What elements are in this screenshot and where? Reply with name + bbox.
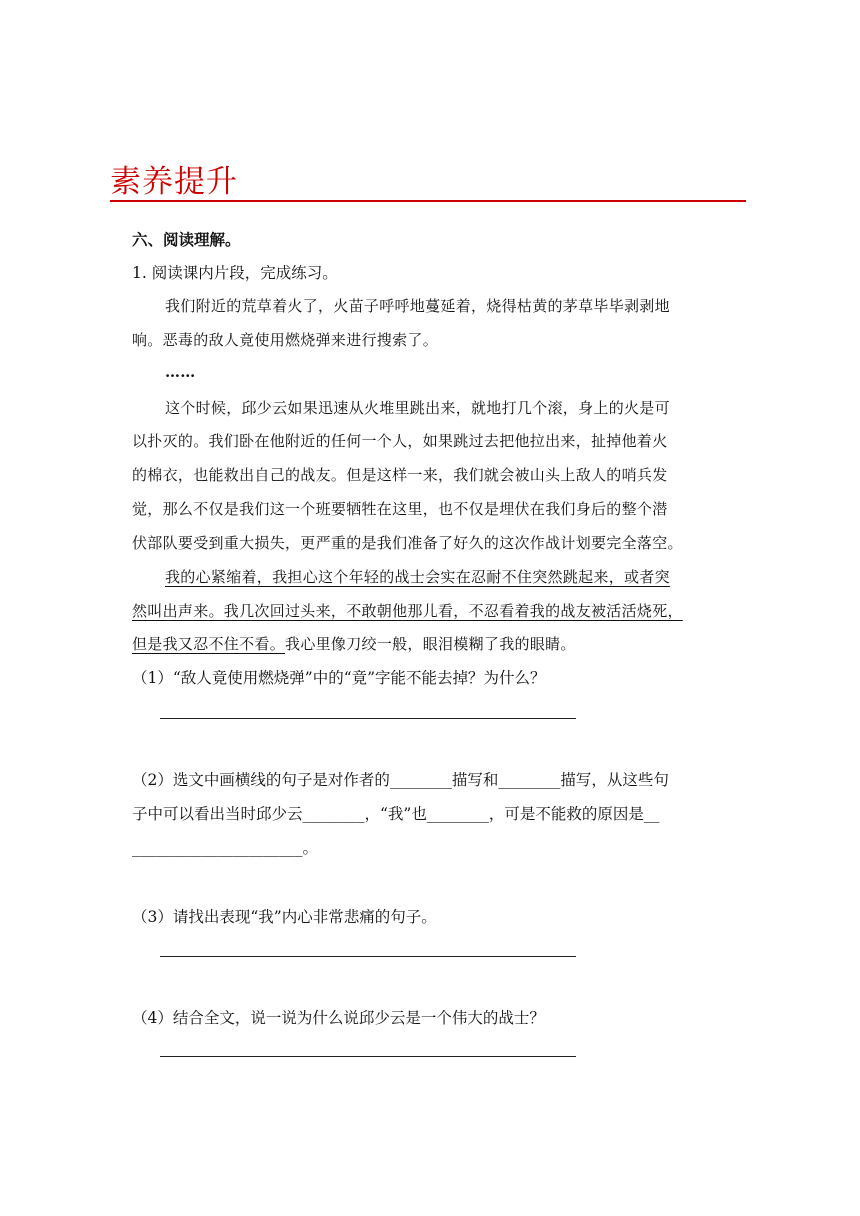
section-heading: 六、阅读理解。 <box>132 230 241 249</box>
passage-line <box>132 634 576 654</box>
answer-line-q3[interactable] <box>160 956 576 957</box>
passage-line: 伏部队要受到重大损失，更严重的是我们准备了好久的这次作战计划要完全落空。 <box>132 534 683 552</box>
passage-line: 觉，那么不仅是我们这一个班要牺牲在这里，也不仅是埋伏在我们身后的整个潜 <box>132 500 668 518</box>
question-4: （4）结合全文，说一说为什么说邱少云是一个伟大的战士？ <box>132 1009 545 1027</box>
passage-line-rest: 我心里像刀绞一般，眼泪模糊了我的眼睛。 <box>285 635 576 653</box>
section-title: 素养提升 <box>110 164 238 200</box>
answer-line-q1[interactable] <box>160 718 576 719</box>
passage-line: 这个时候，邱少云如果迅速从火堆里跳出来，就地打几个滚，身上的火是可 <box>165 399 670 417</box>
underlined-sentence: 我的心紧缩着，我担心这个年轻的战士会实在忍耐不住突然跳起来，或者突 <box>165 568 670 586</box>
question-intro: 1. 阅读课内片段，完成练习。 <box>132 264 338 282</box>
question-2: （2）选文中画横线的句子是对作者的________描写和________描写，从这些句 <box>132 771 669 789</box>
passage-line: 我们附近的荒草着火了，火苗子呼呼地蔓延着，烧得枯黄的茅草毕毕剥剥地 <box>165 297 670 315</box>
passage-line: 的棉衣，也能救出自己的战友。但是这样一来，我们就会被山头上敌人的哨兵发 <box>132 466 668 484</box>
passage-line: 响。恶毒的敌人竟使用燃烧弹来进行搜索了。 <box>132 331 439 349</box>
passage-ellipsis: …… <box>165 363 196 381</box>
question-3: （3）请找出表现“我”内心非常悲痛的句子。 <box>132 908 437 926</box>
passage-line: 以扑灭的。我们卧在他附近的任何一个人，如果跳过去把他拉出来，扯掉他着火 <box>132 432 668 450</box>
section-title-rule <box>110 200 746 202</box>
question-2: ______________________。 <box>132 839 319 857</box>
underlined-sentence: 但是我又忍不住不看。 <box>132 635 286 653</box>
underlined-sentence: 然叫出声来。我几次回过头来，不敢朝他那儿看，不忍看着我的战友被活活烧死， <box>132 602 683 620</box>
answer-line-q4[interactable] <box>160 1056 576 1057</box>
question-1: （1）“敌人竟使用燃烧弹”中的“竟”字能不能去掉？为什么？ <box>132 669 546 687</box>
question-2: 子中可以看出当时邱少云________，“我”也________，可是不能救的原因是__ <box>132 805 660 823</box>
